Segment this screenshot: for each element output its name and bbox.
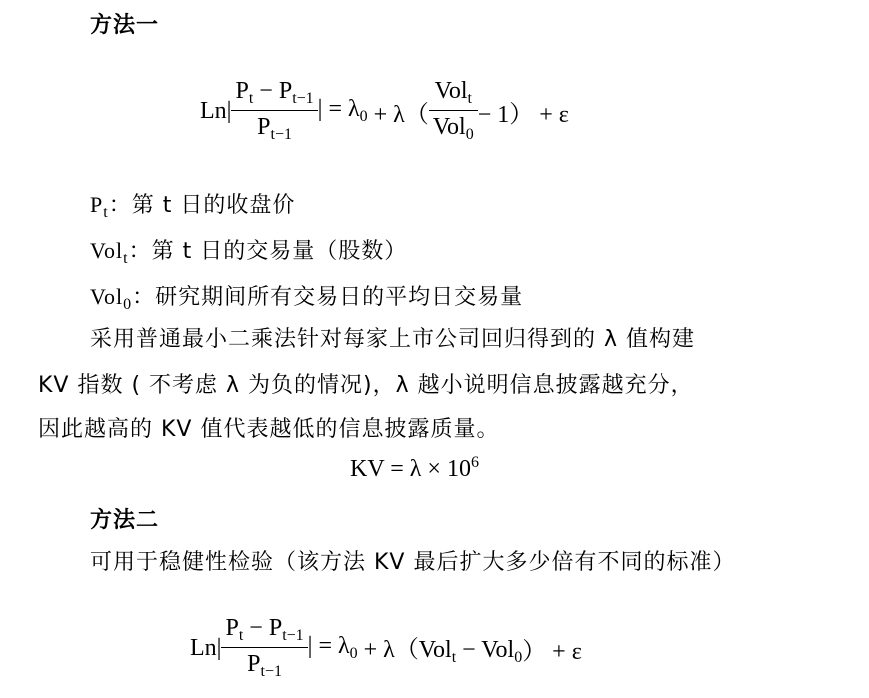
formula-rhs-lambda0: | = $\lambda_0$ bbox=[307, 633, 358, 662]
fraction-denominator: $P_{t-1}$ bbox=[247, 651, 282, 680]
volume-numerator: Vol$_t$ bbox=[429, 78, 478, 111]
formula-method-2 bbox=[190, 615, 582, 681]
kv-formula: KV = $\lambda \times 10^6$ bbox=[350, 454, 479, 482]
definition-pt: $P_t$：第 t 日的收盘价 bbox=[90, 192, 296, 221]
fraction-denominator: $P_{t-1}$ bbox=[257, 114, 292, 143]
formula-rhs-lambda: + λ（ bbox=[373, 101, 429, 128]
formula-rhs-vol-diff: + λ（Vol$_t$ − Vol$_0$ bbox=[363, 637, 523, 666]
price-change-fraction bbox=[221, 615, 307, 681]
section-heading-method-2: 方法二 bbox=[90, 508, 160, 533]
formula-method-1 bbox=[200, 78, 569, 144]
ln-abs-open: Ln| bbox=[200, 97, 232, 124]
fraction-numerator: $P_t - P_{t-1}$ bbox=[221, 615, 307, 648]
formula-rhs-lambda0: | = $\lambda_0$ bbox=[317, 96, 368, 125]
definition-volt: Vol$_t$：第 t 日的交易量（股数） bbox=[90, 238, 408, 267]
paragraph-line-1: 采用普通最小二乘法针对每家上市公司回归得到的 λ 值构建 bbox=[90, 327, 696, 352]
fraction-numerator: $P_t - P_{t-1}$ bbox=[231, 78, 317, 111]
paragraph-line-2: KV 指数 ( 不考虑 λ 为负的情况)，λ 越小说明信息披露越充分， bbox=[38, 373, 694, 398]
method-2-note: 可用于稳健性检验（该方法 KV 最后扩大多少倍有不同的标准） bbox=[90, 550, 736, 575]
volume-ratio-fraction bbox=[429, 78, 478, 144]
definition-vol0: Vol$_0$：研究期间所有交易日的平均日交易量 bbox=[90, 284, 524, 313]
formula-rhs-tail: − 1） + ε bbox=[477, 101, 569, 128]
volume-denominator: Vol$_0$ bbox=[432, 114, 474, 143]
price-change-fraction bbox=[231, 78, 317, 144]
formula-rhs-tail: ） + ε bbox=[522, 638, 582, 665]
paragraph-line-3: 因此越高的 KV 值代表越低的信息披露质量。 bbox=[38, 417, 500, 442]
ln-abs-open: Ln| bbox=[190, 634, 222, 661]
section-heading-method-1: 方法一 bbox=[90, 13, 160, 38]
